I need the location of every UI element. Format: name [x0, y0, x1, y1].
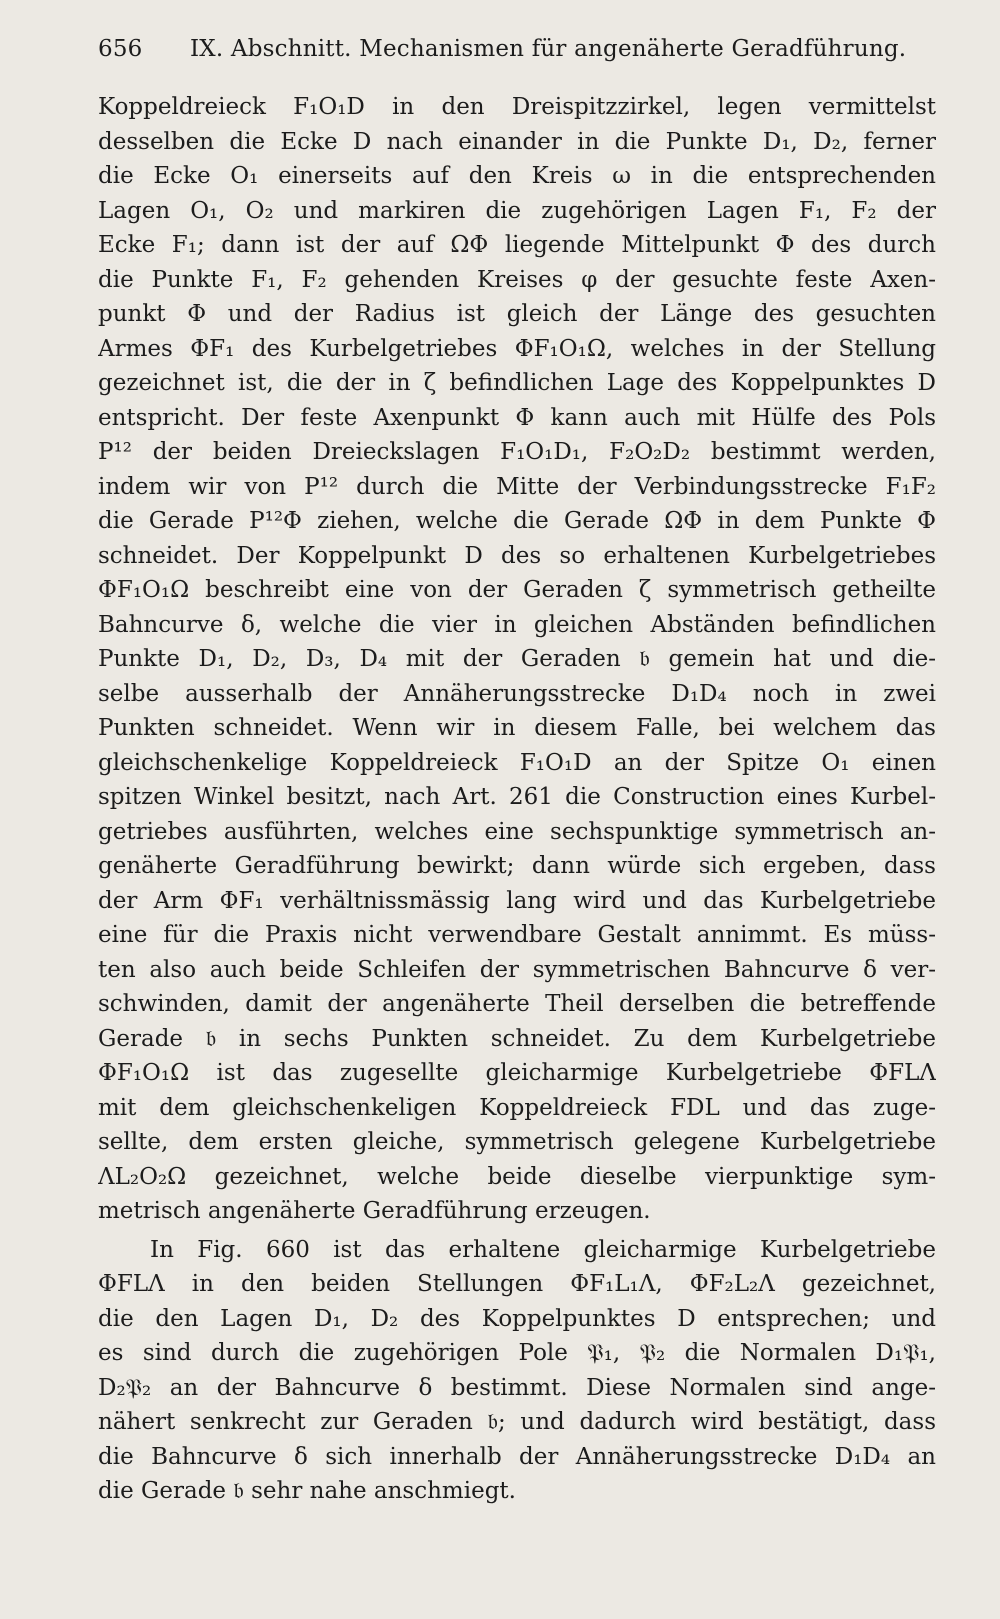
text-line: schneidet. Der Koppelpunkt D des so erhaltenen Kurbelgetriebes [98, 542, 936, 569]
text-line: spitzen Winkel besitzt, nach Art. 261 die Construction eines Kurbel- [98, 784, 936, 810]
text-line: metrisch angenäherte Geradführung erzeugen. [98, 1198, 651, 1224]
text-line: P¹² der beiden Dreieckslagen F₁O₁D₁, F₂O₂D₂ bestimmt werden, [98, 439, 936, 465]
text-line: mit dem gleichschenkeligen Koppeldreieck FDL und das zuge- [98, 1094, 936, 1121]
text-line: nähert senkrecht zur Geraden 𝔟; und dadurch wird bestätigt, dass [98, 1409, 936, 1435]
text-line: D₂𝔓₂ an der Bahncurve δ bestimmt. Diese Normalen sind ange- [98, 1374, 936, 1401]
text-line: Bahncurve δ, welche die vier in gleichen Abständen befindlichen [98, 611, 936, 638]
text-line: die Ecke O₁ einerseits auf den Kreis ω in die entsprechenden [98, 163, 936, 189]
text-line: ΦF₁O₁Ω ist das zugesellte gleicharmige Kurbelgetriebe ΦFLΛ [98, 1060, 936, 1086]
text-line: Gerade 𝔟 in sechs Punkten schneidet. Zu dem Kurbelgetriebe [98, 1025, 936, 1052]
text-line: selbe ausserhalb der Annäherungsstrecke D₁D₄ noch in zwei [98, 680, 936, 707]
text-line: eine für die Praxis nicht verwendbare Gestalt annimmt. Es müss- [98, 922, 936, 948]
text-line: gezeichnet ist, die der in ζ befindlichen Lage des Koppelpunktes D [98, 370, 936, 396]
text-line: die Bahncurve δ sich innerhalb der Annäherungsstrecke D₁D₄ an [98, 1443, 936, 1470]
text-line: getriebes ausführten, welches eine sechspunktige symmetrisch an- [98, 818, 936, 845]
text-line: schwinden, damit der angenäherte Theil derselben die betreffende [98, 991, 936, 1017]
text-line: Ecke F₁; dann ist der auf ΩΦ liegende Mittelpunkt Φ des durch [98, 232, 936, 258]
text-line: ten also auch beide Schleifen der symmetrischen Bahncurve δ ver- [98, 956, 936, 983]
text-line: Koppeldreieck F₁O₁D in den Dreispitzzirkel, legen vermittelst [98, 94, 936, 120]
text-line: genäherte Geradführung bewirkt; dann würde sich ergeben, dass [98, 853, 936, 879]
text-line: Armes ΦF₁ des Kurbelgetriebes ΦF₁O₁Ω, welches in der Stellung [98, 335, 936, 362]
text-line: ΛL₂O₂Ω gezeichnet, welche beide dieselbe vierpunktige sym- [98, 1163, 936, 1190]
text-line: es sind durch die zugehörigen Pole 𝔓₁, 𝔓₂ die Normalen D₁𝔓₁, [98, 1340, 936, 1366]
body-text [98, 90, 936, 1509]
text-line: die Gerade P¹²Φ ziehen, welche die Gerade ΩΦ in dem Punkte Φ [98, 508, 936, 534]
text-line: indem wir von P¹² durch die Mitte der Verbindungsstrecke F₁F₂ [98, 473, 936, 500]
page-number: 656 [98, 36, 143, 62]
text-line: entspricht. Der feste Axenpunkt Φ kann auch mit Hülfe des Pols [98, 404, 936, 431]
text-line: In Fig. 660 ist das erhaltene gleicharmige Kurbelgetriebe [150, 1236, 936, 1263]
text-line: die den Lagen D₁, D₂ des Koppelpunktes D entsprechen; und [98, 1305, 936, 1332]
text-line: gleichschenkelige Koppeldreieck F₁O₁D an der Spitze O₁ einen [98, 749, 936, 776]
text-line: desselben die Ecke D nach einander in die Punkte D₁, D₂, ferner [98, 128, 936, 155]
running-head [98, 36, 918, 62]
text-line: punkt Φ und der Radius ist gleich der Länge des gesuchten [98, 301, 936, 327]
text-line: Lagen O₁, O₂ und markiren die zugehörigen Lagen F₁, F₂ der [98, 197, 936, 224]
text-line: der Arm ΦF₁ verhältnissmässig lang wird und das Kurbelgetriebe [98, 887, 936, 914]
section-title: IX. Abschnitt. Mechanismen für angenäherte Geradführung. [190, 36, 907, 62]
text-line: sellte, dem ersten gleiche, symmetrisch gelegene Kurbelgetriebe [98, 1129, 936, 1155]
text-line: ΦFLΛ in den beiden Stellungen ΦF₁L₁Λ, ΦF₂L₂Λ gezeichnet, [98, 1271, 936, 1297]
text-line: die Gerade 𝔟 sehr nahe anschmiegt. [98, 1478, 516, 1504]
text-line: die Punkte F₁, F₂ gehenden Kreises φ der gesuchte feste Axen- [98, 266, 936, 293]
text-line: ΦF₁O₁Ω beschreibt eine von der Geraden ζ symmetrisch getheilte [98, 577, 936, 603]
text-line: Punkte D₁, D₂, D₃, D₄ mit der Geraden 𝔟 gemein hat und die- [98, 646, 936, 672]
text-line: Punkten schneidet. Wenn wir in diesem Falle, bei welchem das [98, 715, 936, 741]
